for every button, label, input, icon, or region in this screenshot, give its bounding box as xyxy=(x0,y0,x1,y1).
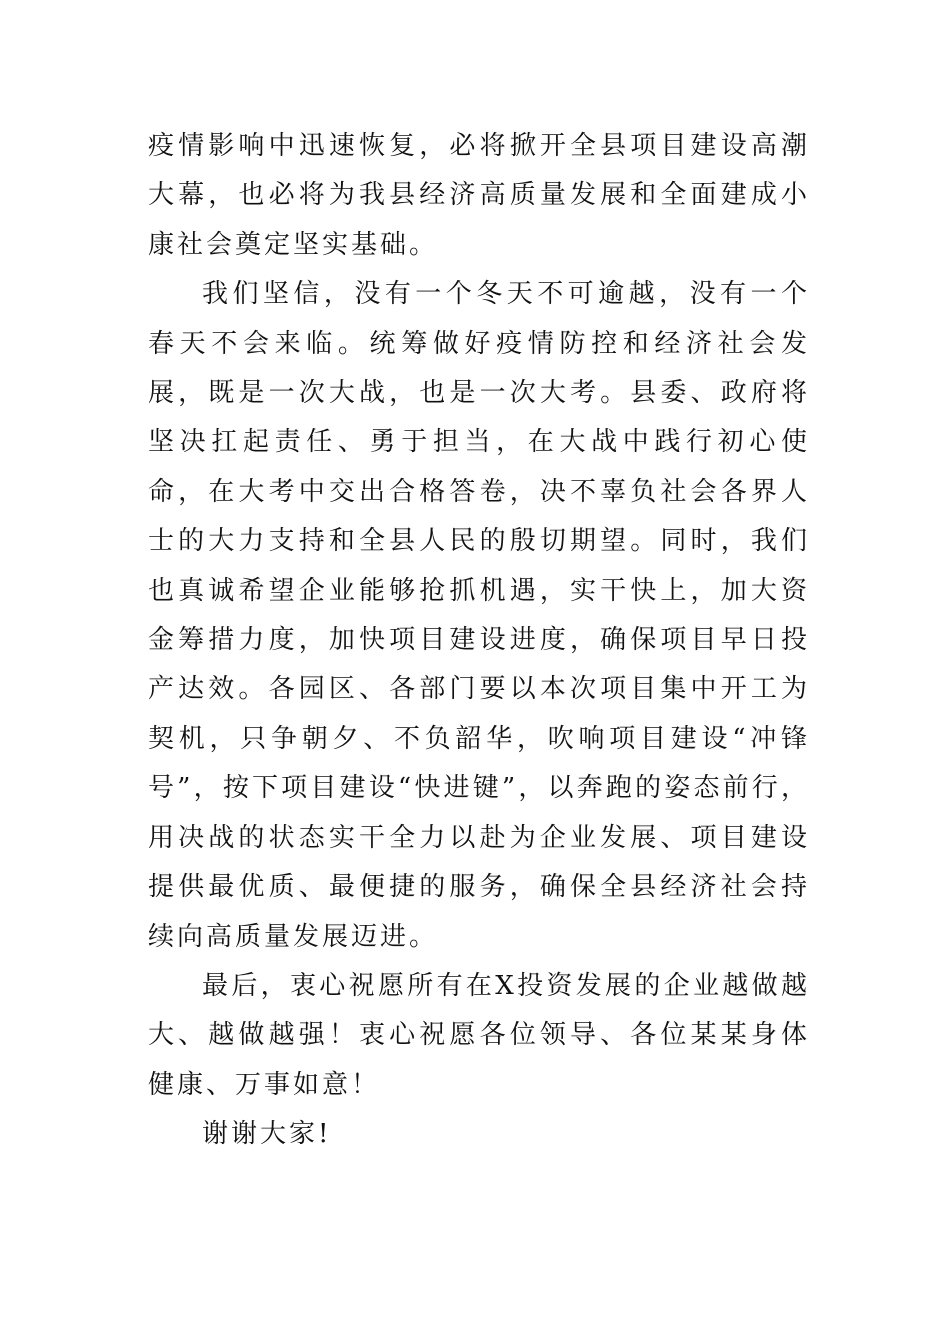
paragraph-thanks: 谢谢大家! xyxy=(202,1119,332,1150)
paragraph-closing-wishes: 最后，衷心祝愿所有在X投资发展的企业越做越大、越做越强！衷心祝愿各位领导、各位某某身体健康、万事如意！ xyxy=(148,970,810,1100)
paragraph-commitment: 我们坚信，没有一个冬天不可逾越，没有一个春天不会来临。统筹做好疫情防控和经济社会发展，既是一次大战，也是一次大考。县委、政府将坚决扛起责任、勇于担当，在大战中践行初心使命，在大考中交出合格答卷，决不辜负社会各界人士的大力支持和全县人民的殷切期望。同时，我们也真诚希望企业能够抢抓机遇，实干快上，加大资金筹措力度，加快项目建设进度，确保项目早日投产达效。各园区、各部门要以本次项目集中开工为契机，只争朝夕、不负韶华，吹响项目建设“冲锋号”，按下项目建设“快进键”，以奔跑的姿态前行，用决战的状态实干全力以赴为企业发展、项目建设提供最优质、最便捷的服务，确保全县经济社会持续向高质量发展迈进。 xyxy=(148,279,810,952)
speech-body xyxy=(148,122,810,1160)
paragraph-continuation: 疫情影响中迅速恢复，必将掀开全县项目建设高潮大幕，也必将为我县经济高质量发展和全面建成小康社会奠定坚实基础。 xyxy=(148,131,810,260)
